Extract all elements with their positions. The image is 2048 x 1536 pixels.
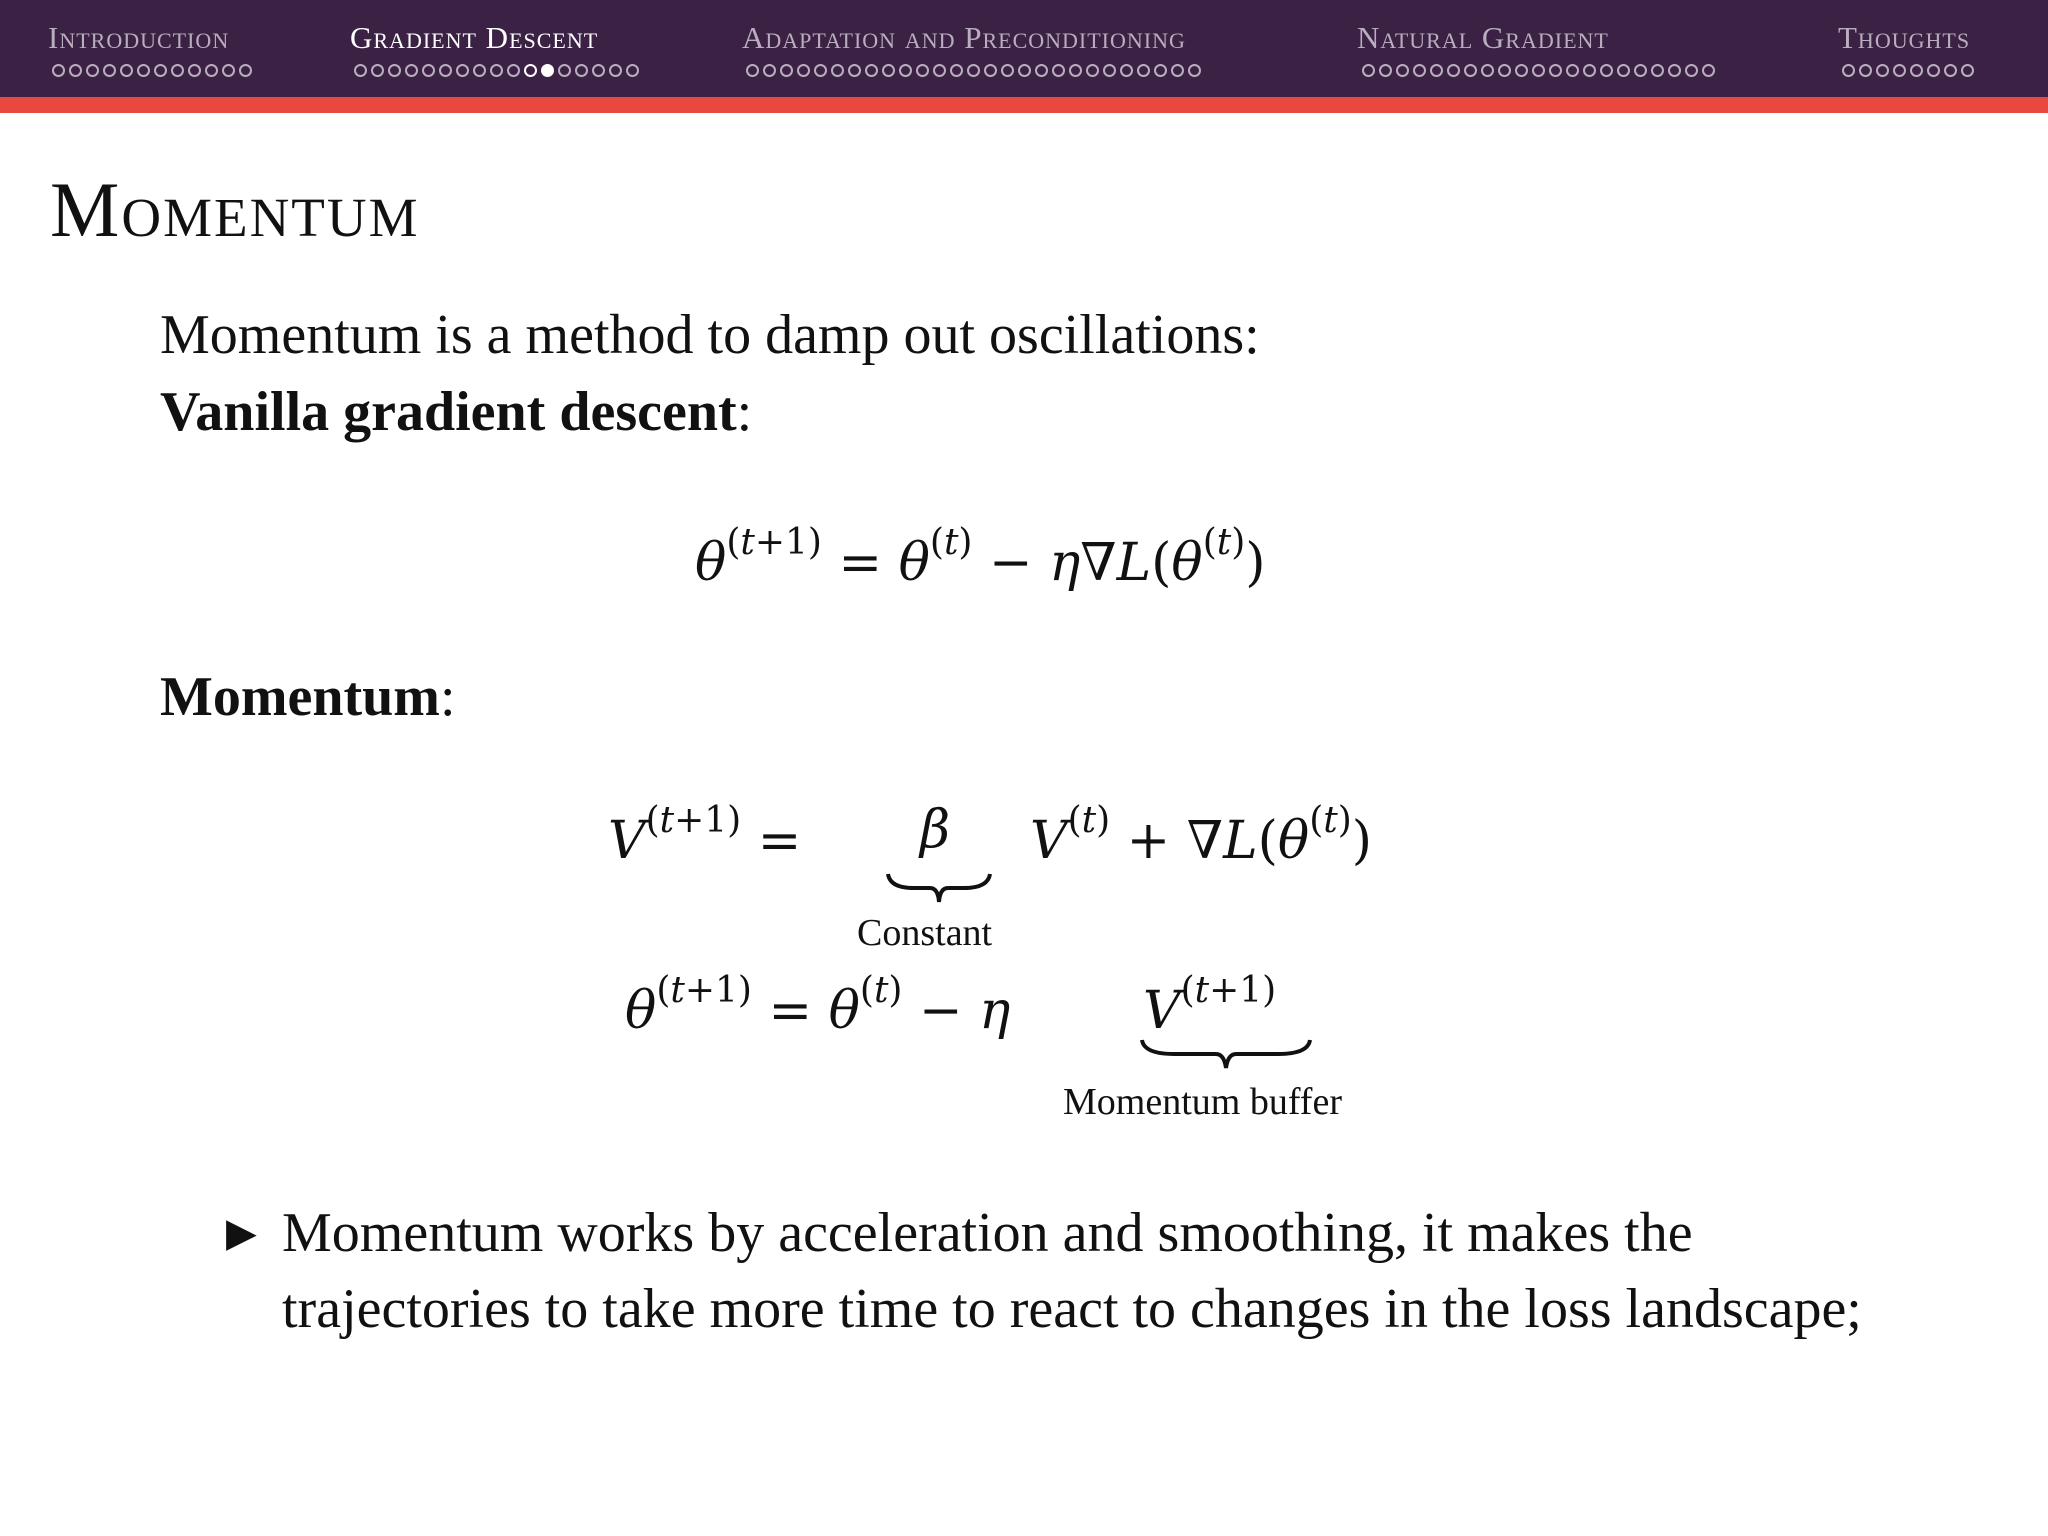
nav-dot[interactable]	[1103, 64, 1116, 77]
nav-dot[interactable]	[405, 64, 418, 77]
nav-dot[interactable]	[592, 64, 605, 77]
nav-dot[interactable]	[865, 64, 878, 77]
nav-dot[interactable]	[439, 64, 452, 77]
nav-dot[interactable]	[575, 64, 588, 77]
nav-dots-introduction[interactable]	[52, 64, 252, 77]
section-nav-bar	[0, 0, 2048, 97]
nav-dot[interactable]	[1515, 64, 1528, 77]
brace-label-constant: Constant	[857, 912, 993, 954]
nav-dot[interactable]	[422, 64, 435, 77]
equation-velocity-lhs: $V^{(t+1)}$ =	[608, 800, 802, 871]
nav-dot[interactable]	[239, 64, 252, 77]
bullet-arrow-icon: ▶	[226, 1210, 257, 1256]
underbrace-momentum-buffer	[1138, 1036, 1314, 1072]
nav-dot[interactable]	[507, 64, 520, 77]
nav-dot[interactable]	[933, 64, 946, 77]
nav-dot[interactable]	[188, 64, 201, 77]
equation-beta: β	[920, 800, 951, 860]
nav-dot[interactable]	[1430, 64, 1443, 77]
nav-section-thoughts[interactable]: Thoughts	[1838, 20, 1971, 55]
nav-dot[interactable]	[222, 64, 235, 77]
nav-dot[interactable]	[473, 64, 486, 77]
nav-dot[interactable]	[558, 64, 571, 77]
nav-dot[interactable]	[52, 64, 65, 77]
nav-dot[interactable]	[456, 64, 469, 77]
nav-dot[interactable]	[1001, 64, 1014, 77]
nav-dot[interactable]	[1600, 64, 1613, 77]
nav-dot[interactable]	[1086, 64, 1099, 77]
nav-dot[interactable]	[1018, 64, 1031, 77]
nav-dot[interactable]	[541, 64, 554, 77]
nav-dot[interactable]	[1154, 64, 1167, 77]
nav-dot[interactable]	[899, 64, 912, 77]
nav-dot[interactable]	[1651, 64, 1664, 77]
nav-dot[interactable]	[524, 64, 537, 77]
nav-dot[interactable]	[1464, 64, 1477, 77]
nav-dot[interactable]	[916, 64, 929, 77]
nav-dot[interactable]	[746, 64, 759, 77]
nav-dot[interactable]	[1413, 64, 1426, 77]
accent-rule	[0, 97, 2048, 113]
nav-section-introduction[interactable]: Introduction	[48, 20, 230, 55]
nav-dot[interactable]	[1842, 64, 1855, 77]
underbrace-constant	[884, 870, 994, 906]
nav-dot[interactable]	[1069, 64, 1082, 77]
nav-dot[interactable]	[1685, 64, 1698, 77]
nav-dot[interactable]	[1498, 64, 1511, 77]
nav-dot[interactable]	[1396, 64, 1409, 77]
nav-section-natural-gradient[interactable]: Natural Gradient	[1357, 20, 1609, 55]
nav-dot[interactable]	[69, 64, 82, 77]
intro-text: Momentum is a method to damp out oscillations:	[160, 304, 1260, 366]
nav-dot[interactable]	[1532, 64, 1545, 77]
nav-dot[interactable]	[882, 64, 895, 77]
nav-dot[interactable]	[609, 64, 622, 77]
nav-dot[interactable]	[137, 64, 150, 77]
nav-dot[interactable]	[1188, 64, 1201, 77]
nav-dot[interactable]	[1566, 64, 1579, 77]
nav-dots-natural-gradient[interactable]	[1362, 64, 1715, 77]
slide-title: Momentum	[50, 166, 420, 253]
momentum-colon: :	[439, 666, 456, 728]
nav-dots-adaptation[interactable]	[746, 64, 1201, 77]
nav-dot[interactable]	[490, 64, 503, 77]
nav-dot[interactable]	[1961, 64, 1974, 77]
nav-dot[interactable]	[1583, 64, 1596, 77]
nav-dot[interactable]	[1171, 64, 1184, 77]
nav-dot[interactable]	[1137, 64, 1150, 77]
nav-dots-thoughts[interactable]	[1842, 64, 1974, 77]
nav-dot[interactable]	[1910, 64, 1923, 77]
brace-label-momentum-buffer: Momentum buffer	[1063, 1081, 1342, 1123]
momentum-heading	[160, 665, 456, 729]
vanilla-label: Vanilla gradient descent	[160, 381, 737, 443]
nav-dot[interactable]	[831, 64, 844, 77]
nav-dot[interactable]	[120, 64, 133, 77]
nav-dot[interactable]	[1362, 64, 1375, 77]
nav-section-gradient-descent[interactable]: Gradient Descent	[350, 20, 599, 55]
nav-dot[interactable]	[103, 64, 116, 77]
nav-dot[interactable]	[1052, 64, 1065, 77]
nav-dot[interactable]	[848, 64, 861, 77]
equation-momentum-buffer: $V^{(t+1)}$	[1143, 970, 1277, 1041]
nav-dot[interactable]	[354, 64, 367, 77]
nav-dot[interactable]	[1634, 64, 1647, 77]
nav-dot[interactable]	[1702, 64, 1715, 77]
nav-dot[interactable]	[1035, 64, 1048, 77]
nav-dot[interactable]	[763, 64, 776, 77]
nav-dot[interactable]	[984, 64, 997, 77]
nav-section-adaptation[interactable]: Adaptation and Preconditioning	[742, 20, 1186, 55]
nav-dot[interactable]	[780, 64, 793, 77]
nav-dot[interactable]	[1447, 64, 1460, 77]
nav-dot[interactable]	[1927, 64, 1940, 77]
nav-dot[interactable]	[1944, 64, 1957, 77]
nav-dot[interactable]	[1617, 64, 1630, 77]
nav-dot[interactable]	[154, 64, 167, 77]
nav-dots-gradient-descent[interactable]	[354, 64, 639, 77]
nav-dot[interactable]	[1379, 64, 1392, 77]
nav-dot[interactable]	[171, 64, 184, 77]
nav-dot[interactable]	[371, 64, 384, 77]
bullet-text: Momentum works by acceleration and smoothing, it makes the trajectories to take more time to react to changes in the loss landscape;	[282, 1202, 1862, 1340]
vanilla-heading	[160, 380, 752, 444]
nav-dot[interactable]	[814, 64, 827, 77]
nav-dot[interactable]	[205, 64, 218, 77]
vanilla-colon: :	[736, 381, 753, 443]
nav-dot[interactable]	[797, 64, 810, 77]
nav-dot[interactable]	[1549, 64, 1562, 77]
momentum-label: Momentum	[160, 666, 440, 728]
nav-dot[interactable]	[1668, 64, 1681, 77]
nav-dot[interactable]	[950, 64, 963, 77]
nav-dot[interactable]	[1120, 64, 1133, 77]
nav-dot[interactable]	[626, 64, 639, 77]
equation-velocity-rhs: $V^{(t)} + \nabla L(\theta^{(t)})$	[1030, 800, 1373, 871]
equation-vanilla-update: $\theta^{(t+1)} = \theta^{(t)} - \eta\nabla L(\theta^{(t)})$	[695, 522, 1266, 593]
nav-dot[interactable]	[967, 64, 980, 77]
nav-dot[interactable]	[1859, 64, 1872, 77]
nav-dot[interactable]	[86, 64, 99, 77]
nav-dot[interactable]	[1481, 64, 1494, 77]
nav-dot[interactable]	[1876, 64, 1889, 77]
nav-dot[interactable]	[1893, 64, 1906, 77]
equation-theta-update: $\theta^{(t+1)} = \theta^{(t)} - \eta$	[625, 970, 1011, 1041]
nav-dot[interactable]	[388, 64, 401, 77]
